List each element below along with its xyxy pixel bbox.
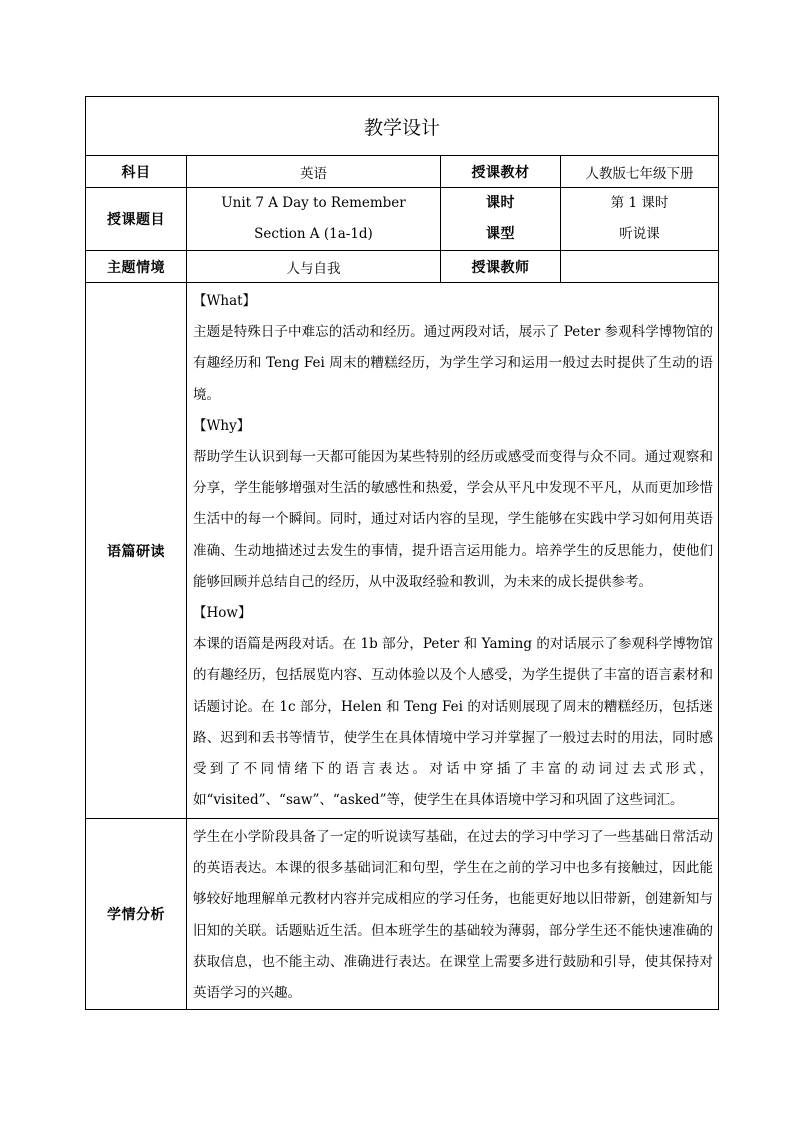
period-type-values	[561, 188, 719, 251]
textbook-value: 人教版七年级下册	[561, 156, 719, 188]
textbook-label: 授课教材	[441, 156, 561, 188]
period-value: 第 1 课时	[610, 195, 669, 211]
theme-label: 主题情境	[86, 251, 187, 283]
period-type-labels	[441, 188, 561, 251]
teacher-value	[561, 251, 719, 283]
subject-row	[86, 156, 719, 188]
lesson-plan-table	[85, 96, 719, 1010]
how-paragraph: 本课的语篇是两段对话。在 1b 部分，Peter 和 Yaming 的对话展示了参观科学博物馆的有趣经历，包括展览内容、互动体验以及个人感受，为学生提供了丰富的语言素材和话题讨论。在 1c 部分，Helen 和 Teng Fei 的对话则展现了周末的糟糕经历，包括迷路、迟到和丢书等情节，使学生在具体情境中学习并掌握了一般过去时的用法，同时感受到了不同情绪下的语言表达。对话中穿插了丰富的动词过去式形式，如“visited”、“saw”、“asked”等，使学生在具体语境中学习和巩固了这些词汇。	[193, 636, 714, 809]
subject-value: 英语	[187, 156, 441, 188]
learner-analysis-label: 学情分析	[86, 819, 187, 1010]
type-label: 课型	[486, 226, 515, 242]
topic-label: 授课题目	[86, 188, 187, 251]
topic-row	[86, 188, 719, 251]
type-value: 听说课	[619, 226, 660, 242]
period-label: 课时	[486, 195, 515, 211]
why-paragraph: 帮助学生认识到每一天都可能因为某些特别的经历或感受而变得与众不同。通过观察和分享，学生能够增强对生活的敏感性和热爱，学会从平凡中发现不平凡，从而更加珍惜生活中的每一个瞬间。同时，通过对话内容的呈现，学生能够在实践中学习如何用英语准确、生动地描述过去发生的事情，提升语言运用能力。培养学生的反思能力，使他们能够回顾并总结自己的经历，从中汲取经验和教训，为未来的成长提供参考。	[193, 449, 714, 590]
title-row	[86, 97, 719, 156]
what-header: 【What】	[193, 293, 257, 309]
text-study-content	[187, 283, 719, 819]
learner-analysis-paragraph: 学生在小学阶段具备了一定的听说读写基础，在过去的学习中学习了一些基础日常活动的英语表达。本课的很多基础词汇和句型，学生在之前的学习中也多有接触过，因此能够较好地理解单元教材内容并完成相应的学习任务，也能更好地以旧带新，创建新知与旧知的关联。话题贴近生活。但本班学生的基础较为薄弱，部分学生还不能快速准确的获取信息，也不能主动、准确进行表达。在课堂上需要多进行鼓励和引导，使其保持对英语学习的兴趣。	[193, 829, 714, 1002]
text-study-row	[86, 283, 719, 819]
text-study-label: 语篇研读	[86, 283, 187, 819]
topic-line-2: Section A (1a-1d)	[254, 226, 373, 242]
learner-analysis-content	[187, 819, 719, 1010]
subject-label: 科目	[86, 156, 187, 188]
topic-line-1: Unit 7 A Day to Remember	[221, 195, 406, 211]
teacher-label: 授课教师	[441, 251, 561, 283]
learner-analysis-row	[86, 819, 719, 1010]
how-header: 【How】	[193, 605, 252, 622]
theme-value: 人与自我	[187, 251, 441, 283]
theme-row	[86, 251, 719, 283]
document-title: 教学设计	[86, 97, 719, 156]
what-paragraph: 主题是特殊日子中难忘的活动和经历。通过两段对话，展示了 Peter 参观科学博物馆的有趣经历和 Teng Fei 周末的糟糕经历，为学生学习和运用一般过去时提供了生动的语境。	[193, 324, 714, 403]
why-header: 【Why】	[193, 417, 251, 434]
topic-value	[187, 188, 441, 251]
